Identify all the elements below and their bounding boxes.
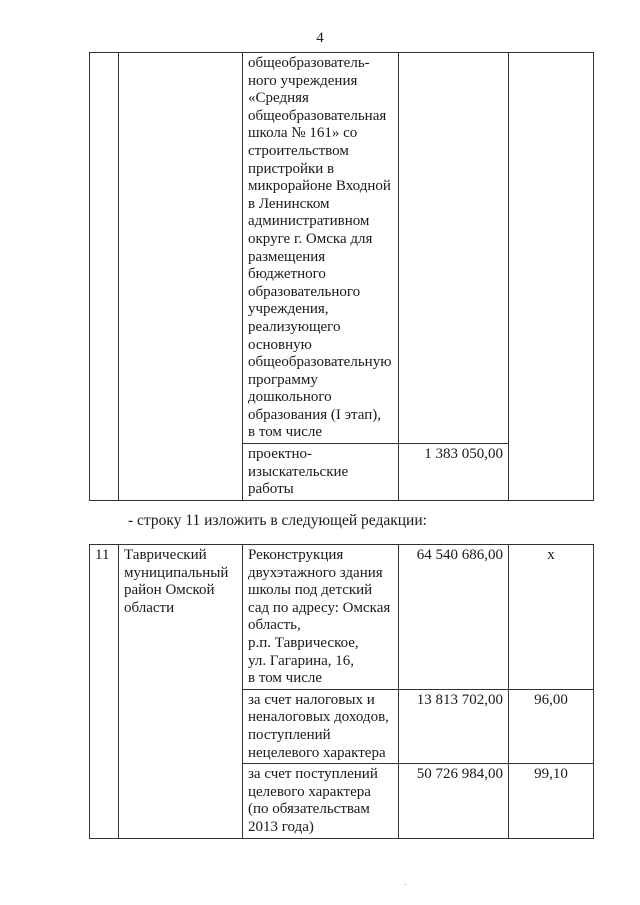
amount-cell: 50 726 984,00 xyxy=(399,764,509,838)
share-cell: 99,10 xyxy=(509,764,594,838)
share-cell xyxy=(509,53,594,501)
page-number: 4 xyxy=(316,30,324,46)
object-name-cell: общеобразователь- ного учреждения «Средняя общеобразовательная школа № 161» со строительством пристройки в микрорайоне Входной в Ленинском административном округе г. Омска для размещения бюджетного образовательного учреждения, реализующего основную общеобразовательную программу дошкольного образования (I этап), в том числе xyxy=(243,53,399,444)
object-subitem-cell: проектно- изыскательские работы xyxy=(243,444,399,501)
amendment-instruction: - строку 11 изложить в следующей редакции: xyxy=(128,512,427,529)
row-number-cell xyxy=(90,53,119,501)
object-name-cell: Реконструкция двухэтажного здания школы под детский сад по адресу: Омская область, р.п. Таврическое, ул. Гагарина, 16, в том числе xyxy=(243,545,399,690)
amount-cell: 13 813 702,00 xyxy=(399,689,509,763)
subsidy-table-continuation xyxy=(89,52,594,501)
funding-source-cell: за счет поступлений целевого характера (по обязательствам 2013 года) xyxy=(243,764,399,838)
amount-cell xyxy=(399,53,509,444)
share-cell: х xyxy=(509,545,594,690)
scan-speck xyxy=(405,884,406,885)
row-number-cell: 11 xyxy=(90,545,119,839)
table-row xyxy=(90,545,594,690)
amount-cell: 1 383 050,00 xyxy=(399,444,509,501)
table-row xyxy=(90,53,594,444)
share-cell: 96,00 xyxy=(509,689,594,763)
recipient-cell xyxy=(119,53,243,501)
recipient-cell: Таврический муниципальный район Омской области xyxy=(119,545,243,839)
subsidy-table-row-11 xyxy=(89,544,594,839)
funding-source-cell: за счет налоговых и неналоговых доходов, поступлений нецелевого характера xyxy=(243,689,399,763)
amount-cell: 64 540 686,00 xyxy=(399,545,509,690)
